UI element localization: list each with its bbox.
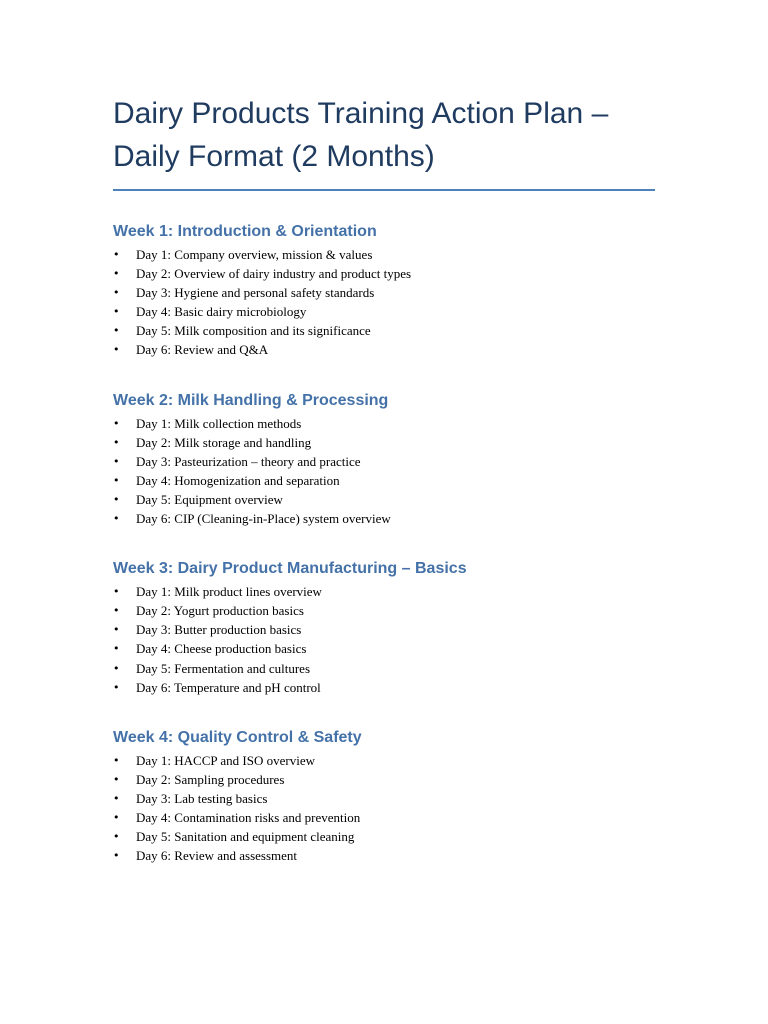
list-item: • Day 4: Basic dairy microbiology bbox=[113, 302, 655, 321]
day-list bbox=[113, 245, 655, 360]
list-item: • Day 2: Milk storage and handling bbox=[113, 433, 655, 452]
bullet-icon: • bbox=[113, 830, 120, 844]
list-item: • Day 2: Yogurt production basics bbox=[113, 601, 655, 620]
bullet-icon: • bbox=[113, 849, 120, 863]
list-item: • Day 4: Contamination risks and prevention bbox=[113, 808, 655, 827]
document-page bbox=[113, 92, 655, 865]
bullet-icon: • bbox=[113, 680, 120, 694]
list-item: • Day 3: Lab testing basics bbox=[113, 789, 655, 808]
bullet-icon: • bbox=[113, 454, 120, 468]
bullet-icon: • bbox=[113, 286, 120, 300]
bullet-icon: • bbox=[113, 810, 120, 824]
bullet-icon: • bbox=[113, 473, 120, 487]
bullet-icon: • bbox=[113, 772, 120, 786]
bullet-icon: • bbox=[113, 661, 120, 675]
document-title-line-2: Daily Format (2 Months) bbox=[113, 140, 435, 173]
bullet-icon: • bbox=[113, 267, 120, 281]
list-item: • Day 5: Sanitation and equipment cleaning bbox=[113, 827, 655, 846]
section-week-3 bbox=[113, 558, 655, 697]
list-item: • Day 1: Company overview, mission & values bbox=[113, 245, 655, 264]
list-item: • Day 3: Pasteurization – theory and practice bbox=[113, 452, 655, 471]
list-item: • Day 1: HACCP and ISO overview bbox=[113, 751, 655, 770]
list-item: • Day 6: Review and Q&A bbox=[113, 340, 655, 359]
list-item: • Day 2: Sampling procedures bbox=[113, 770, 655, 789]
list-item: • Day 3: Butter production basics bbox=[113, 620, 655, 639]
section-heading: Week 1: Introduction & Orientation bbox=[113, 223, 377, 240]
bullet-icon: • bbox=[113, 248, 120, 261]
section-heading: Week 2: Milk Handling & Processing bbox=[113, 391, 389, 409]
list-item: • Day 5: Milk composition and its significance bbox=[113, 321, 655, 340]
section-week-4 bbox=[113, 727, 655, 866]
list-item: • Day 5: Equipment overview bbox=[113, 490, 655, 509]
bullet-icon: • bbox=[113, 492, 120, 506]
document-title-line-1: Dairy Products Training Action Plan – bbox=[113, 97, 609, 130]
section-week-1 bbox=[113, 221, 655, 360]
list-item: • Day 6: Review and assessment bbox=[113, 846, 655, 865]
list-item: • Day 5: Fermentation and cultures bbox=[113, 659, 655, 678]
list-item: • Day 3: Hygiene and personal safety standards bbox=[113, 283, 655, 302]
list-item: • Day 2: Overview of dairy industry and product types bbox=[113, 264, 655, 283]
day-list bbox=[113, 751, 655, 866]
bullet-icon: • bbox=[113, 753, 120, 767]
bullet-icon: • bbox=[113, 623, 120, 637]
document-title bbox=[113, 92, 655, 191]
bullet-icon: • bbox=[113, 416, 120, 430]
list-item: • Day 6: CIP (Cleaning-in-Place) system overview bbox=[113, 509, 655, 528]
day-list bbox=[113, 414, 655, 529]
list-item: • Day 4: Homogenization and separation bbox=[113, 471, 655, 490]
bullet-icon: • bbox=[113, 791, 120, 805]
bullet-icon: • bbox=[113, 585, 120, 599]
list-item: • Day 6: Temperature and pH control bbox=[113, 678, 655, 697]
bullet-icon: • bbox=[113, 324, 120, 338]
bullet-icon: • bbox=[113, 305, 120, 319]
day-list bbox=[113, 582, 655, 697]
list-item: • Day 1: Milk product lines overview bbox=[113, 582, 655, 601]
bullet-icon: • bbox=[113, 604, 120, 618]
bullet-icon: • bbox=[113, 343, 120, 357]
bullet-icon: • bbox=[113, 512, 120, 526]
section-week-2 bbox=[113, 390, 655, 529]
list-item: • Day 1: Milk collection methods bbox=[113, 414, 655, 433]
bullet-icon: • bbox=[113, 435, 120, 449]
bullet-icon: • bbox=[113, 642, 120, 656]
list-item: • Day 4: Cheese production basics bbox=[113, 639, 655, 658]
section-heading: Week 3: Dairy Product Manufacturing – Basics bbox=[113, 560, 467, 578]
section-heading: Week 4: Quality Control & Safety bbox=[113, 728, 362, 746]
